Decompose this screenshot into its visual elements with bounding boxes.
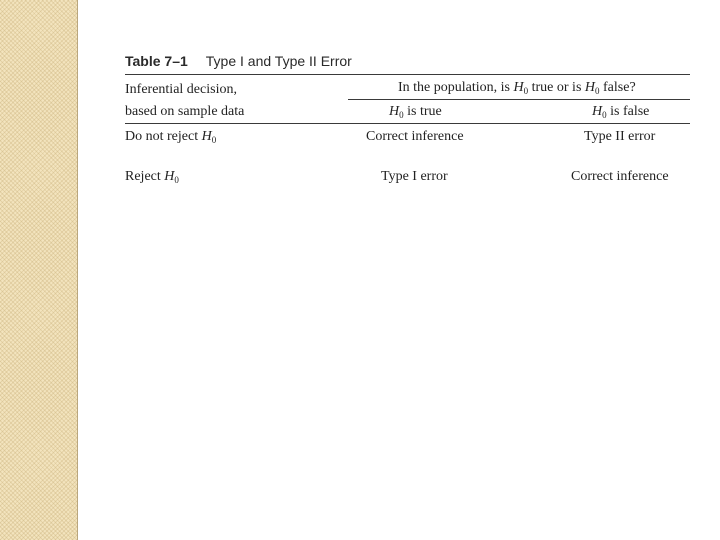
column-header-false-h: H — [592, 104, 603, 119]
spanning-header-h2: H — [584, 80, 596, 95]
spanning-header-rule — [348, 99, 690, 100]
decorative-side-band — [0, 0, 78, 540]
spanning-header-sub2: 0 — [595, 86, 600, 96]
row-label-reject — [125, 168, 179, 186]
table-title — [125, 53, 352, 69]
header-bottom-rule — [125, 123, 690, 124]
spanning-header-h1: H — [513, 80, 524, 95]
row-label-do-not-reject-h: H — [201, 129, 212, 144]
row-label-reject-prefix: Reject — [125, 169, 165, 184]
row-header-line1: Inferential decision, — [125, 82, 237, 97]
cell-do-not-reject-false: Type II error — [584, 129, 656, 144]
column-header-false — [592, 103, 649, 121]
column-header-false-text: is false — [606, 104, 650, 119]
table-top-rule — [125, 74, 690, 75]
cell-do-not-reject-true: Correct inference — [366, 129, 464, 144]
row-label-reject-sub: 0 — [174, 175, 179, 185]
row-label-do-not-reject-prefix: Do not reject — [125, 129, 202, 144]
row-header-line2: based on sample data — [125, 104, 245, 119]
table-number: Table 7–1 — [125, 53, 188, 69]
column-header-true — [389, 103, 442, 121]
column-header-true-h: H — [389, 104, 400, 119]
spanning-header-prefix: In the population, is — [398, 80, 514, 95]
column-header-true-sub: 0 — [399, 110, 404, 120]
table-caption: Type I and Type II Error — [205, 53, 352, 69]
spanning-header-mid: true or is — [528, 80, 585, 95]
spanning-header — [398, 79, 636, 97]
column-header-true-text: is true — [403, 104, 442, 119]
cell-reject-true: Type I error — [381, 169, 448, 184]
spanning-header-sub1: 0 — [523, 86, 529, 96]
spanning-header-suffix: false? — [599, 80, 636, 95]
row-label-reject-h: H — [164, 169, 175, 184]
row-label-do-not-reject — [125, 128, 216, 146]
column-header-false-sub: 0 — [602, 110, 607, 120]
cell-reject-false: Correct inference — [571, 169, 669, 184]
row-label-do-not-reject-sub: 0 — [211, 135, 217, 145]
